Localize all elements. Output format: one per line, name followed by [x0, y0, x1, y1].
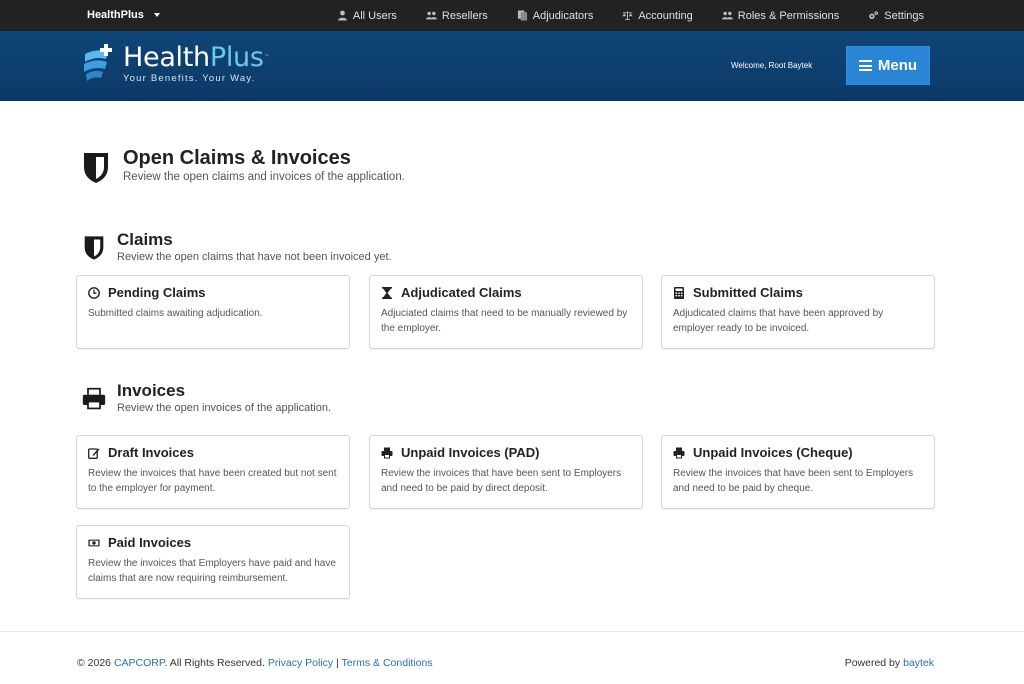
page-title: Open Claims & Invoices	[123, 147, 351, 169]
calculator-icon	[673, 287, 685, 299]
nav-label: Accounting	[638, 9, 693, 22]
site-header	[0, 31, 1024, 101]
print-icon	[82, 385, 106, 413]
top-bar	[0, 0, 1024, 31]
users-icon	[426, 10, 437, 21]
card-title: Submitted Claims	[693, 285, 803, 300]
nav-label: Roles & Permissions	[737, 9, 840, 22]
card-description: Submitted claims awaiting adjudication.	[88, 308, 263, 319]
rights-text: . All Rights Reserved.	[164, 657, 268, 669]
welcome-text: Welcome, Root Baytek	[731, 61, 813, 70]
shield-icon	[82, 150, 110, 186]
healthplus-logo-icon	[81, 44, 115, 84]
site-footer	[0, 631, 1024, 684]
card-paid-invoices[interactable]	[76, 525, 350, 599]
privacy-policy-link[interactable]: Privacy Policy	[267, 657, 334, 669]
menu-label: Menu	[877, 57, 918, 74]
print-icon	[673, 447, 685, 459]
section-subtitle: Review the open invoices of the application.	[117, 402, 332, 414]
brand-dropdown[interactable]	[87, 9, 160, 21]
card-title: Pending Claims	[108, 285, 206, 300]
nav-label: All Users	[352, 9, 397, 22]
powered-by-text: Powered by	[844, 657, 904, 669]
card-description: Adjuciated claims that need to be manually reviewed by the employer.	[381, 308, 628, 334]
nav-roles-permissions[interactable]	[722, 10, 839, 22]
shield-icon	[82, 234, 106, 262]
logo-wordmark	[123, 44, 269, 72]
logo-trademark: ™	[263, 54, 270, 61]
nav-accounting[interactable]	[622, 10, 692, 22]
nav-label: Settings	[884, 9, 924, 22]
users-icon	[722, 10, 733, 21]
card-description: Review the invoices that have been sent to Employers and need to be paid by direct deposit.	[381, 468, 622, 494]
logo-plus: Plus	[209, 42, 264, 73]
healthplus-logo[interactable]	[81, 44, 269, 84]
card-description: Review the invoices that Employers have paid and have claims that are now requiring reimbursement.	[88, 558, 336, 584]
card-adjudicated-claims[interactable]	[369, 275, 643, 349]
capcorp-link[interactable]: CAPCORP	[113, 657, 165, 669]
nav-resellers[interactable]	[426, 10, 488, 22]
page-subtitle: Review the open claims and invoices of the application.	[123, 171, 405, 183]
hamburger-icon	[859, 60, 872, 71]
nav-all-users[interactable]	[337, 10, 397, 22]
link-separator: |	[333, 657, 342, 669]
brand-label: HealthPlus	[87, 9, 144, 21]
top-nav	[308, 0, 924, 31]
card-pending-claims[interactable]	[76, 275, 350, 349]
copyright-text: © 2026	[77, 657, 114, 669]
hourglass-icon	[381, 287, 393, 299]
edit-icon	[88, 447, 100, 459]
nav-settings[interactable]	[868, 10, 924, 22]
print-icon	[381, 447, 393, 459]
card-submitted-claims[interactable]	[661, 275, 935, 349]
card-description: Review the invoices that have been created but not sent to the employer for payment.	[88, 468, 337, 494]
footer-copyright	[77, 657, 433, 669]
baytek-link[interactable]: baytek	[903, 657, 934, 669]
menu-button[interactable]	[846, 46, 930, 85]
card-draft-invoices[interactable]	[76, 435, 350, 509]
page-heading	[82, 146, 405, 186]
card-title: Paid Invoices	[108, 535, 192, 550]
clock-icon	[88, 287, 100, 299]
card-title: Unpaid Invoices (PAD)	[401, 445, 540, 460]
logo-health: Health	[123, 42, 210, 73]
card-title: Unpaid Invoices (Cheque)	[693, 445, 853, 460]
footer-powered-by	[845, 657, 934, 669]
balance-scale-icon	[622, 10, 633, 21]
claims-heading	[82, 232, 392, 263]
gears-icon	[868, 10, 879, 21]
nav-adjudicators[interactable]	[517, 10, 594, 22]
user-icon	[337, 10, 348, 21]
card-unpaid-invoices-cheque[interactable]	[661, 435, 935, 509]
card-title: Draft Invoices	[108, 445, 194, 460]
logo-tagline: Your Benefits. Your Way.	[123, 73, 256, 84]
section-subtitle: Review the open claims that have not been invoiced yet.	[117, 251, 392, 263]
card-description: Adjudicated claims that have been approved by employer ready to be invoiced.	[673, 308, 884, 334]
money-icon	[88, 537, 100, 549]
invoices-heading	[82, 383, 331, 414]
nav-label: Adjudicators	[532, 9, 594, 22]
nav-label: Resellers	[441, 9, 488, 22]
section-title: Claims	[117, 230, 173, 249]
caret-down-icon	[154, 13, 160, 17]
section-title: Invoices	[117, 381, 186, 400]
card-unpaid-invoices-pad[interactable]	[369, 435, 643, 509]
terms-conditions-link[interactable]: Terms & Conditions	[341, 657, 433, 669]
card-description: Review the invoices that have been sent to Employers and need to be paid by cheque.	[673, 468, 914, 494]
card-title: Adjudicated Claims	[401, 285, 522, 300]
documents-icon	[517, 10, 528, 21]
